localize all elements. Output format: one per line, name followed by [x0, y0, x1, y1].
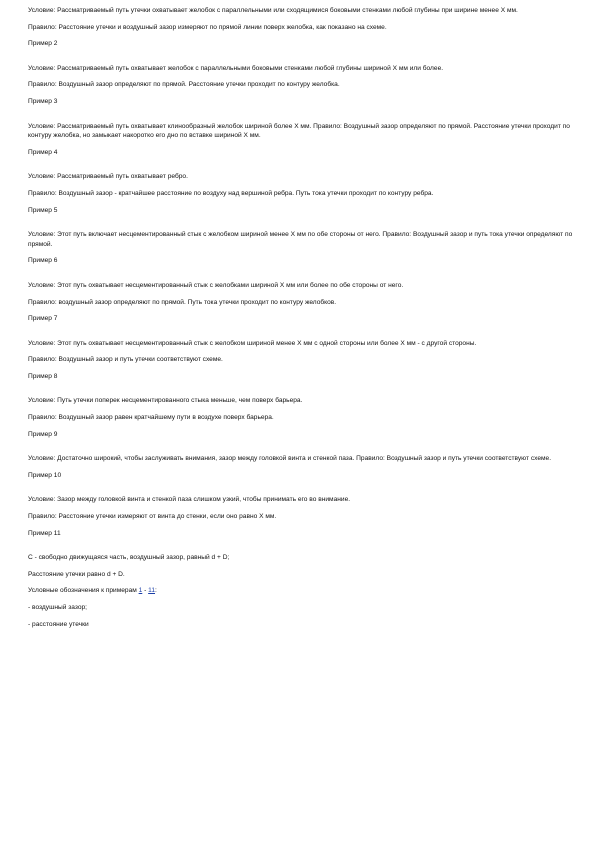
paragraph: Условие: Этот путь включает несцементированный стык с желобком шириной менее X мм по обе стороны от него. Правило: Воздушный зазор и путь тока утечки определяют по прямой.	[28, 231, 573, 248]
document-body	[28, 6, 573, 629]
paragraph: Условие: Этот путь охватывает несцементированный стык с желобком шириной менее X мм с одной стороны или более X мм - с другой стороны.	[28, 339, 477, 347]
paragraph: - расстояние утечки	[28, 620, 89, 628]
example-heading: Пример 11	[28, 529, 61, 537]
paragraph: Условие: Достаточно широкий, чтобы заслуживать внимания, зазор между головкой винта и стенкой паза. Правило: Воздушный зазор и путь утечки соответствуют схеме.	[28, 455, 552, 463]
paragraph: Условие: Зазор между головкой винта и стенкой паза слишком узкий, чтобы принимать его во внимание.	[28, 496, 351, 504]
paragraph: Условие: Рассматриваемый путь охватывает ребро.	[28, 173, 188, 181]
legend-text: Условные обозначения к примерам	[28, 587, 139, 595]
example-heading: Пример 7	[28, 315, 58, 323]
legend-separator: -	[142, 587, 149, 595]
paragraph: Правило: воздушный зазор определяют по прямой. Путь тока утечки проходит по контуру желобков.	[28, 298, 337, 306]
example-heading: Пример 2	[28, 40, 58, 48]
paragraph: Условие: Рассматриваемый путь утечки охватывает желобок с параллельными или сходящимися боковыми стенками любой глубины при ширине менее X мм.	[28, 7, 518, 14]
paragraph: Условие: Рассматриваемый путь охватывает клинообразный желобок шириной более X мм. Правило: Воздушный зазор определяют по прямой. Расстояние утечки проходит по контуру желобка, но замыкает накоротко его дно по вставке шириной X мм.	[28, 122, 570, 140]
example-heading: Пример 5	[28, 206, 58, 214]
paragraph: Условие: Рассматриваемый путь охватывает желобок с параллельными боковыми стенками любой глубины шириной X мм или более.	[28, 64, 444, 72]
paragraph: Правило: Воздушный зазор - кратчайшее расстояние по воздуху над вершиной ребра. Путь тока утечки проходит по контуру ребра.	[28, 189, 434, 197]
paragraph: Правило: Воздушный зазор равен кратчайшему пути в воздухе поверх барьера.	[28, 414, 274, 422]
paragraph: Условие: Этот путь охватывает несцементированный стык с желобками шириной X мм или более по обе стороны от него.	[28, 281, 404, 289]
example-heading: Пример 10	[28, 471, 62, 479]
paragraph: С - свободно движущаяся часть, воздушный зазор, равный d + D;	[28, 554, 230, 562]
paragraph: Правило: Расстояние утечки измеряют от винта до стенки, если оно равно X мм.	[28, 513, 277, 521]
example-heading: Пример 8	[28, 372, 58, 380]
example-heading: Пример 3	[28, 97, 58, 105]
example-heading: Пример 4	[28, 148, 58, 156]
paragraph: Правило: Воздушный зазор определяют по прямой. Расстояние утечки проходит по контуру желобка.	[28, 81, 340, 89]
legend-line	[28, 586, 573, 596]
example-link-1[interactable]: 1	[138, 587, 143, 595]
paragraph: - воздушный зазор;	[28, 604, 87, 611]
paragraph: Правило: Расстояние утечки и воздушный зазор измеряют по прямой линии поверх желобка, как показано на схеме.	[28, 23, 387, 31]
paragraph: Условие: Путь утечки поперек несцементированного стыка меньше, чем поверх барьера.	[28, 397, 303, 405]
legend-colon: :	[155, 587, 157, 595]
paragraph: Правило: Воздушный зазор и путь утечки соответствуют схеме.	[28, 356, 223, 364]
example-heading: Пример 9	[28, 430, 58, 438]
example-heading: Пример 6	[28, 257, 58, 265]
example-link-11[interactable]: 11	[148, 587, 156, 595]
paragraph: Расстояние утечки равно d + D.	[28, 570, 125, 578]
